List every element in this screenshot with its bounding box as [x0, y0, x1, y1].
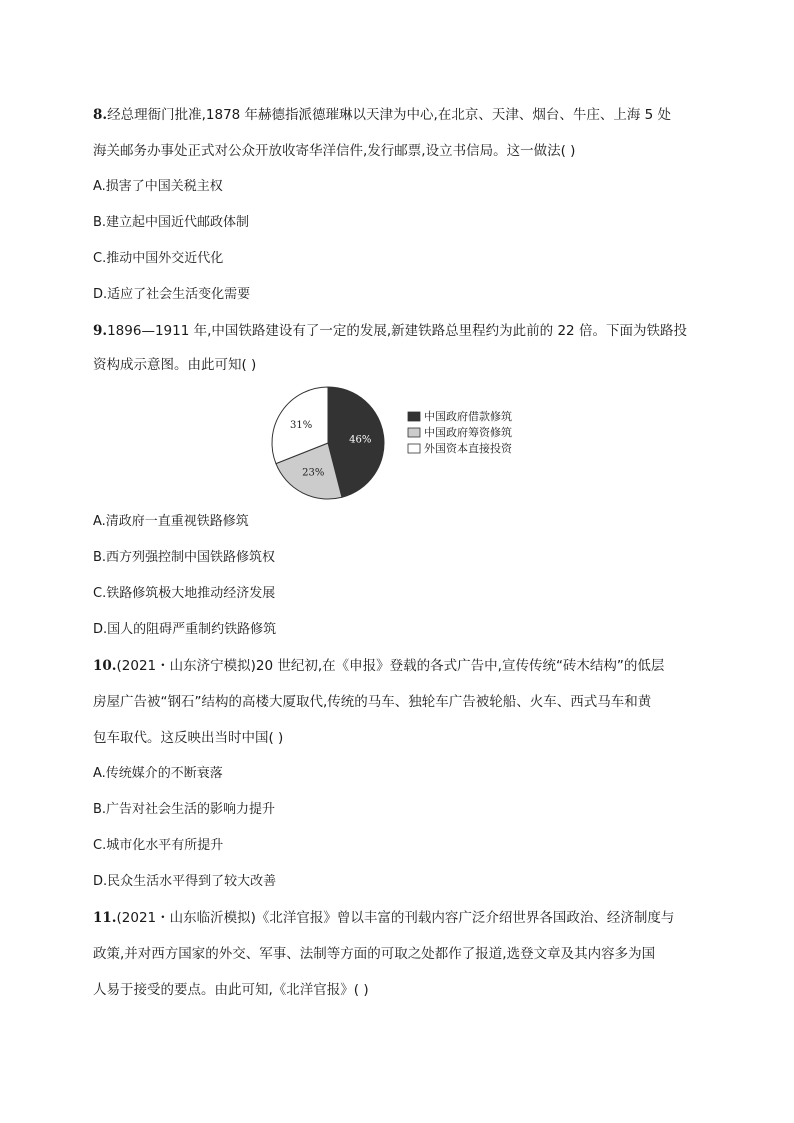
- pie-slice-label-3: 31%: [290, 420, 313, 432]
- q8-stem-line-1: [93, 105, 671, 125]
- q9-stem-line-2: 资构成示意图。由此可知( ): [93, 357, 257, 373]
- legend-swatch-1: [408, 412, 420, 421]
- pie-slice-label-2: 23%: [302, 467, 325, 479]
- q10-stem-line-2: 房屋广告被“钢石”结构的高楼大厦取代,传统的马车、独轮车广告被轮船、火车、西式马车和黄: [93, 694, 652, 710]
- legend-label-1: 中国政府借款修筑: [424, 410, 512, 423]
- q8-stem-line-2: 海关邮务办事处正式对公众开放收寄华洋信件,发行邮票,设立书信局。这一做法( ): [93, 143, 576, 159]
- q11-stem-line-2: 政策,并对西方国家的外交、军事、法制等方面的可取之处都作了报道,选登文章及其内容多为国: [93, 946, 656, 962]
- q10-stem-text-1: (2021・山东济宁模拟)20 世纪初,在《申报》登载的各式广告中,宣传传统“砖木结构”的低层: [116, 658, 665, 674]
- q10-option-d: D.民众生活水平得到了较大改善: [93, 874, 277, 889]
- q9-option-d: D.国人的阻碍严重制约铁路修筑: [93, 622, 277, 637]
- pie-slice-label-1: 46%: [349, 434, 372, 446]
- q8-option-b: B.建立起中国近代邮政体制: [93, 215, 250, 230]
- q10-number: 10.: [93, 658, 117, 674]
- q9-number: 9.: [93, 323, 108, 339]
- legend-label-2: 中国政府筹资修筑: [424, 426, 512, 439]
- q10-option-a: A.传统媒介的不断衰落: [93, 766, 223, 781]
- q8-number: 8.: [93, 107, 108, 123]
- q11-number: 11.: [93, 910, 117, 926]
- legend-label-3: 外国资本直接投资: [424, 442, 512, 455]
- q10-stem-line-1: [93, 656, 664, 676]
- legend-swatch-3: [408, 444, 420, 453]
- q10-option-b: B.广告对社会生活的影响力提升: [93, 802, 276, 817]
- legend-swatch-2: [408, 428, 420, 437]
- q9-stem-line-1: [93, 321, 687, 341]
- q8-option-a: A.损害了中国关税主权: [93, 179, 223, 194]
- q8-option-c: C.推动中国外交近代化: [93, 251, 224, 266]
- q9-option-a: A.清政府一直重视铁路修筑: [93, 514, 249, 529]
- q10-option-c: C.城市化水平有所提升: [93, 838, 224, 853]
- q11-stem-text-1: (2021・山东临沂模拟)《北洋官报》曾以丰富的刊载内容广泛介绍世界各国政治、经济制度与: [116, 910, 675, 926]
- q11-stem-line-3: 人易于接受的要点。由此可知,《北洋官报》( ): [93, 982, 369, 998]
- q9-option-c: C.铁路修筑极大地推动经济发展: [93, 586, 276, 601]
- q8-option-d: D.适应了社会生活变化需要: [93, 287, 251, 302]
- railway-investment-pie-chart: [270, 382, 530, 504]
- pie-legend: [408, 409, 513, 455]
- q8-stem-text-1: 经总理衙门批准,1878 年赫德指派德璀琳以天津为中心,在北京、天津、烟台、牛庄、上海 5 处: [107, 107, 671, 123]
- q9-stem-text-1: 1896—1911 年,中国铁路建设有了一定的发展,新建铁路总里程约为此前的 22 倍。下面为铁路投: [107, 323, 687, 339]
- q11-stem-line-1: [93, 908, 674, 928]
- q10-stem-line-3: 包车取代。这反映出当时中国( ): [93, 730, 284, 746]
- q9-option-b: B.西方列强控制中国铁路修筑权: [93, 550, 276, 565]
